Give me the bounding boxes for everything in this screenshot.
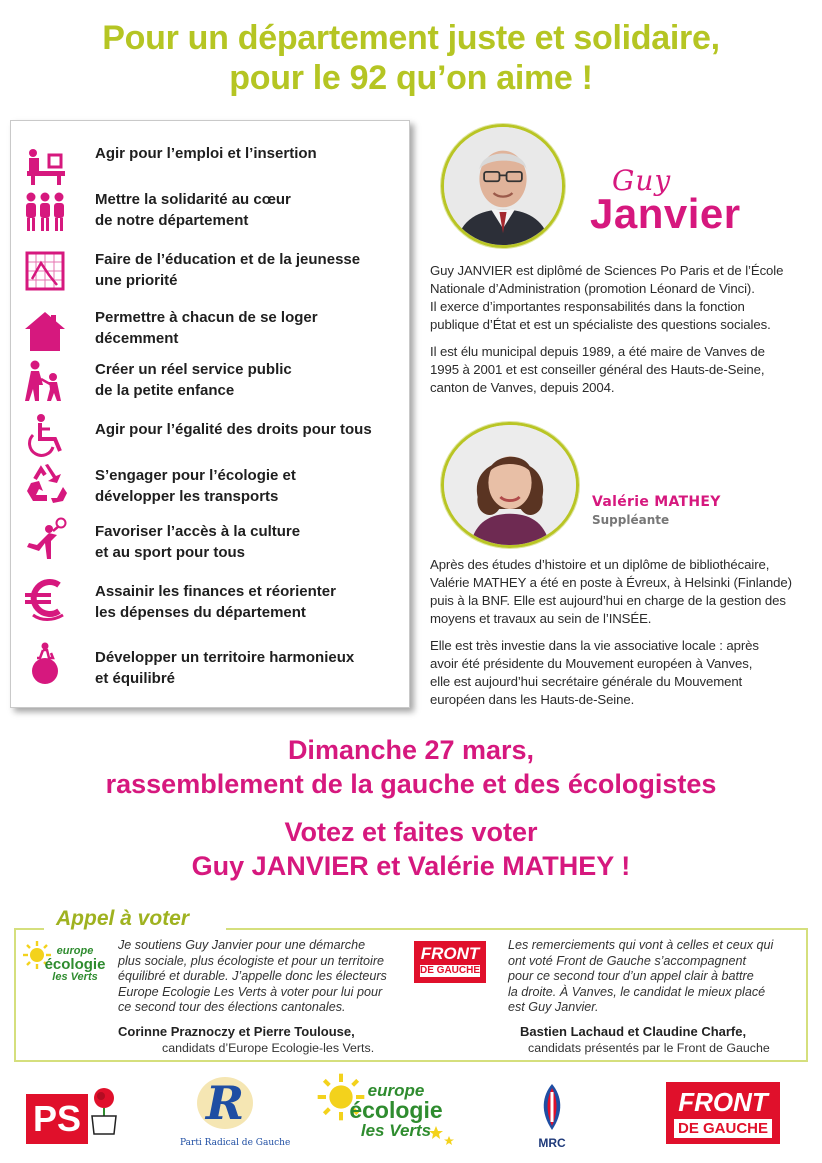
eelv-small-line-1: europe: [56, 945, 94, 957]
prg-letter: R: [205, 1076, 245, 1130]
fdg-line-2: DE GAUCHE: [674, 1119, 772, 1138]
desk-worker-icon: [23, 143, 67, 187]
program-item-text: Développer un territoire harmonieux et équilibré: [95, 649, 355, 687]
fdg-signers: Bastien Lachaud et Claudine Charfe,: [520, 1024, 747, 1039]
cta-candidates: Guy JANVIER et Valérie MATHEY !: [191, 851, 631, 881]
parent-child-icon: [23, 359, 67, 403]
eelv-small-line-2: écologie: [44, 956, 106, 973]
chalkboard-icon: [23, 249, 67, 293]
substitute-name: Valérie MATHEY: [592, 494, 721, 510]
program-item-text: Agir pour l’égalité des droits pour tous: [95, 421, 372, 438]
man-portrait-icon: [444, 127, 562, 245]
program-box: [10, 120, 410, 708]
fist-rose-icon: [84, 1086, 124, 1138]
house-icon: [23, 309, 67, 353]
euro-icon: [23, 577, 67, 621]
program-item-text: Permettre à chacun de se loger décemment: [95, 309, 318, 347]
bio-paragraph: Il est élu municipal depuis 1989, a été maire de Vanves de 1995 à 2001 et est conseiller général des Hauts-de-Seine, canton de Vanves, depuis 2004.: [430, 344, 765, 395]
headline-line-2: pour le 92 qu’on aime !: [229, 59, 593, 97]
fdg-line-1: FRONT: [678, 1087, 768, 1117]
globe-person-icon: [23, 641, 67, 685]
program-item-text: Mettre la solidarité au cœur de notre département: [95, 191, 291, 229]
mrc-emblem-icon: [534, 1082, 570, 1132]
appel-title: Appel à voter: [56, 907, 190, 930]
headline: [0, 18, 822, 98]
mrc-logo: [528, 1082, 576, 1154]
eelv-line-2: écologie: [349, 1097, 443, 1123]
fdg-signers-role: candidats présentés par le Front de Gauche: [528, 1041, 770, 1055]
woman-portrait-icon: [444, 425, 576, 545]
fdg-small-line-2: DE GAUCHE: [420, 965, 481, 976]
cta-rally: rassemblement de la gauche et des écologistes: [105, 769, 717, 799]
ps-logo-text: PS: [26, 1094, 88, 1144]
eelv-quote: Je soutiens Guy Janvier pour une démarche plus sociale, plus écologiste et pour un territoire équilibré et durable. J’appelle donc les électeurs Europe Ecologie Les Verts à voter pour lui pour ce second tour des élections cantonales.: [118, 938, 387, 1014]
eelv-signers-role: candidats d’Europe Ecologie-les Verts.: [162, 1041, 375, 1055]
bio-paragraph: Elle est très investie dans la vie associative locale : après avoir été présidente du Mouvement européen à Vanves, elle est aujourd’hui secrétaire générale du Mouvement européen dans les Hauts-de-Seine.: [430, 638, 759, 707]
substitute-bio: [430, 556, 792, 718]
fdg-small-line-1: FRONT: [420, 944, 480, 963]
candidate-last-name: Janvier: [590, 190, 741, 237]
ps-logo: [26, 1086, 120, 1148]
eelv-small-line-3: les Verts: [52, 971, 98, 983]
fdg-small-logo: [414, 941, 486, 983]
eelv-line-1: europe: [367, 1081, 425, 1100]
program-item-text: Créer un réel service public de la petite enfance: [95, 361, 292, 399]
bio-paragraph: Guy JANVIER est diplômé de Sciences Po Paris et de l’École Nationale d’Administration (promotion Léonard de Vinci). Il exerce d’importantes responsabilités dans la fonction publique d’État et est un spécialiste des questions sociales.: [430, 263, 784, 332]
program-item-text: Favoriser l’accès à la culture et au sport pour tous: [95, 523, 301, 561]
bio-paragraph: Après des études d’histoire et un diplôme de bibliothécaire, Valérie MATHEY a été en poste à Évreux, à Helsinki (Finlande) puis à la BNF. Elle est aujourd’hui en charge de la gestion des moyens et travaux au sein de l’INSÉE.: [430, 557, 792, 626]
valerie-mathey-portrait: [441, 422, 579, 548]
candidate-first-name: Guy: [612, 164, 672, 197]
eelv-logo: [316, 1072, 458, 1156]
prg-caption: Parti Radical de Gauche: [180, 1138, 291, 1148]
cta-date: Dimanche 27 mars,: [287, 735, 535, 765]
mrc-text: MRC: [538, 1136, 566, 1150]
cta-vote: Votez et faites voter: [284, 817, 538, 847]
wheelchair-icon: [23, 413, 67, 457]
eelv-signers: Corinne Praznoczy et Pierre Toulouse,: [118, 1024, 355, 1039]
headline-line-1: Pour un département juste et solidaire,: [102, 19, 720, 57]
substitute-role: Suppléante: [592, 513, 670, 527]
program-item-text: Assainir les finances et réorienter les dépenses du département: [95, 583, 336, 621]
program-item-text: S’engager pour l’écologie et développer les transports: [95, 467, 296, 505]
fdg-logo: [666, 1082, 780, 1144]
candidate-bio: [430, 262, 783, 406]
program-item-text: Faire de l’éducation et de la jeunesse une priorité: [95, 251, 361, 289]
people-group-icon: [23, 189, 67, 233]
fdg-quote: Les remerciements qui vont à celles et ceux qui ont voté Front de Gauche s’accompagnent pour ce second tour d’un appel clair à battre la droite. À Vanves, le candidat le mieux placé est Guy Janvier.: [508, 938, 774, 1014]
eelv-line-3: les Verts: [360, 1121, 432, 1140]
eelv-small-logo: [22, 940, 108, 996]
guy-janvier-portrait: [441, 124, 565, 248]
recycle-icon: [23, 461, 67, 505]
program-item-text: Agir pour l’emploi et l’insertion: [95, 145, 317, 162]
prg-logo: [180, 1074, 291, 1154]
sport-icon: [23, 517, 67, 561]
